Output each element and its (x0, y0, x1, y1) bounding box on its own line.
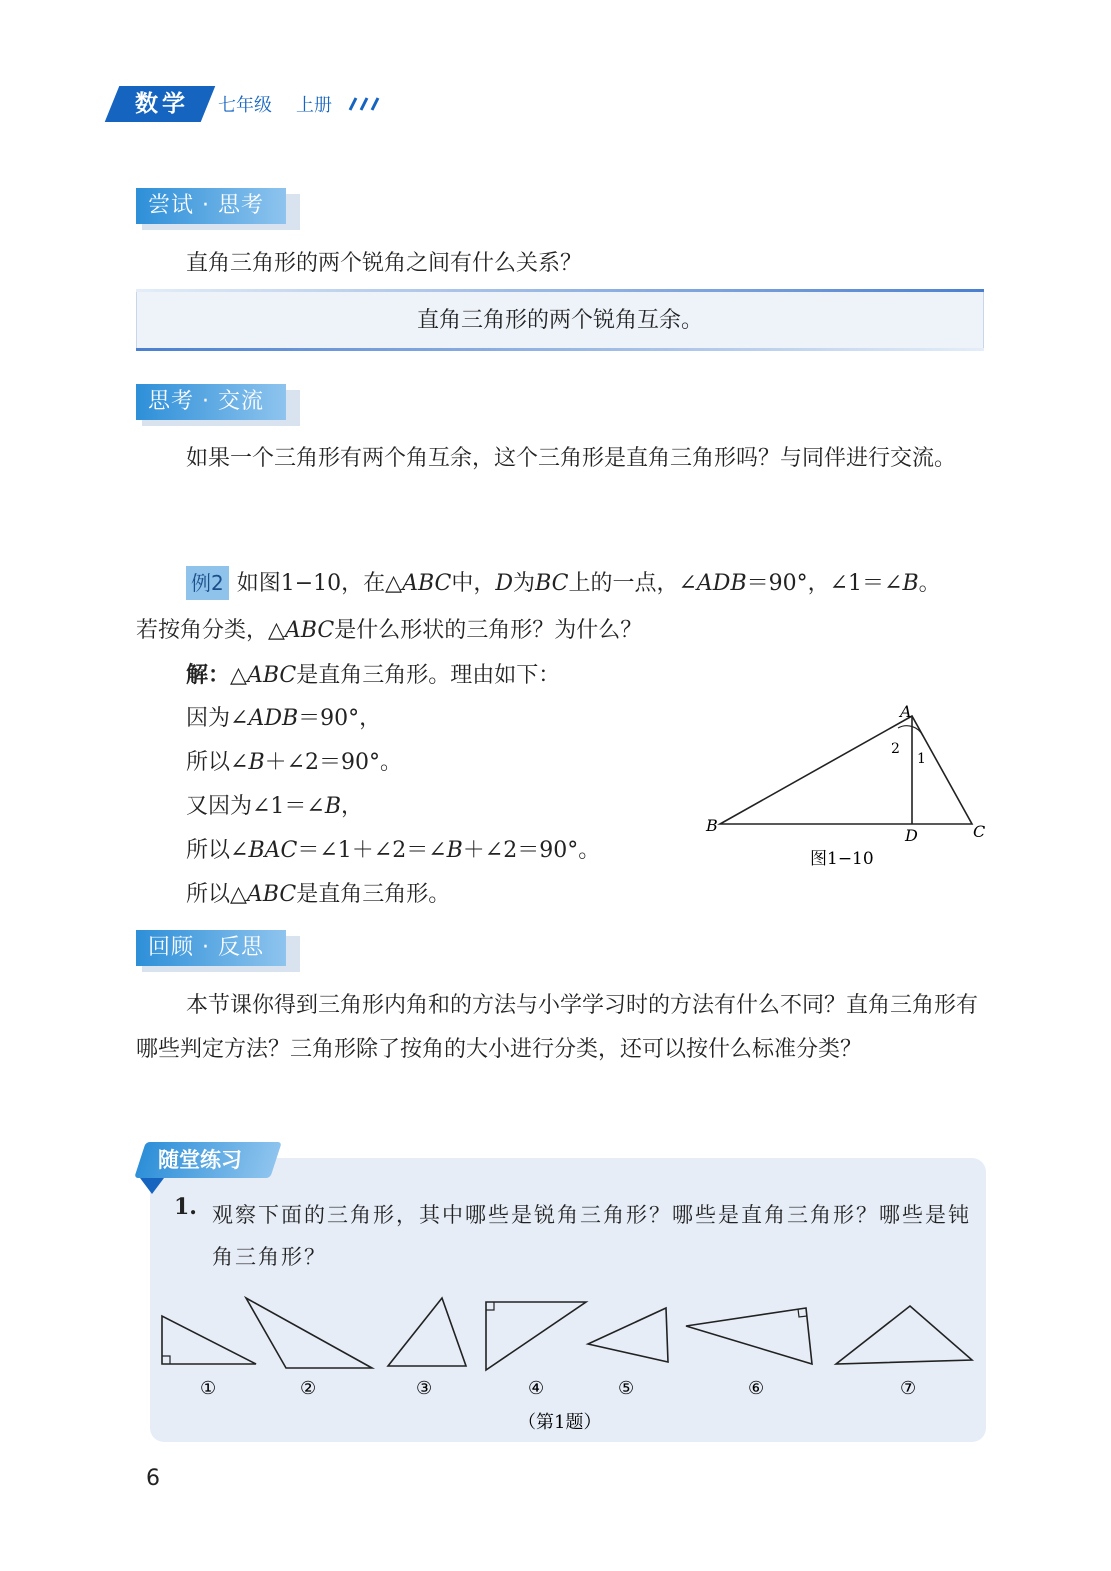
triangle-4 (486, 1302, 586, 1370)
label-angle-1: 1 (917, 751, 926, 767)
header-grade: 七年级 (218, 95, 272, 116)
section-tag-try-think: 尝试 · 思考 (136, 188, 296, 226)
header-volume: 上册 (296, 95, 332, 116)
practice-caption: （第1题） (518, 1412, 602, 1433)
triangle-label-5: ⑤ (618, 1378, 635, 1399)
solution-label: 解： (186, 662, 231, 688)
figure-triangle-abc (700, 700, 1000, 880)
solution-step-1: 因为∠ADB＝90°， (186, 706, 382, 731)
question-number: 1. (174, 1194, 197, 1220)
conclusion-box-top-rule (136, 289, 984, 292)
review-reflect-text: 本节课你得到三角形内角和的方法与小学学习时的方法有什么不同？直角三角形有哪些判定方法？三角形除了按角的大小进行分类，还可以按什么标准分类？ (136, 993, 979, 1062)
solution-step-2: 所以∠B＋∠2＝90°。 (186, 750, 403, 775)
triangle-label-6: ⑥ (748, 1378, 765, 1399)
solution-step-4: 所以∠BAC＝∠1＋∠2＝∠B＋∠2＝90°。 (186, 838, 601, 863)
try-think-question: 直角三角形的两个锐角之间有什么关系？ (186, 251, 583, 276)
figure-caption: 图1−10 (810, 849, 874, 869)
triangle-5 (588, 1308, 668, 1362)
page-number: 6 (146, 1466, 160, 1491)
example-line-2: 若按角分类，△ABC是什么形状的三角形？为什么？ (136, 618, 643, 643)
conclusion-box-bottom-rule (136, 348, 984, 351)
label-A: A (900, 702, 912, 721)
practice-tag-pointer (140, 1178, 164, 1194)
triangle-1 (162, 1316, 256, 1364)
think-discuss-text: 如果一个三角形有两个角互余，这个三角形是直角三角形吗？与同伴进行交流。 (186, 446, 957, 471)
practice-tag: 随堂练习 (158, 1148, 242, 1172)
example-label: 例2 (186, 566, 229, 600)
question-text: 观察下面的三角形，其中哪些是锐角三角形？哪些是直角三角形？哪些是钝角三角形？ (212, 1203, 971, 1269)
triangle-7 (836, 1306, 972, 1364)
solution-step-3: 又因为∠1＝∠B， (186, 794, 364, 819)
label-angle-2: 2 (891, 741, 900, 757)
triangle-2 (246, 1298, 372, 1368)
conclusion-box: 直角三角形的两个锐角互余。 (136, 289, 984, 351)
section-tag-think-discuss: 思考 · 交流 (136, 384, 296, 422)
example-line-1: 例2 如图1−10，在△ABC中，D为BC上的一点，∠ADB＝90°，∠1＝∠B。 (186, 566, 941, 600)
triangle-label-2: ② (300, 1378, 317, 1399)
triangle-3 (388, 1298, 466, 1366)
solution-line: 解：△ABC是直角三角形。理由如下： (186, 662, 561, 688)
section-tag-review-reflect: 回顾 · 反思 (136, 930, 296, 968)
triangle-label-1: ① (200, 1378, 217, 1399)
triangle-label-7: ⑦ (900, 1378, 917, 1399)
practice-triangles (150, 1290, 986, 1438)
triangle-6 (686, 1308, 812, 1364)
label-D: D (905, 826, 918, 845)
label-C: C (973, 822, 986, 841)
angle-arc (898, 726, 923, 736)
header-slash-decoration (344, 96, 384, 112)
triangle-abc (720, 716, 972, 824)
header-subject: 数学 (135, 91, 189, 117)
solution-step-5: 所以△ABC是直角三角形。 (186, 882, 451, 907)
triangle-label-3: ③ (416, 1378, 433, 1399)
label-B: B (706, 816, 718, 835)
triangle-label-4: ④ (528, 1378, 545, 1399)
